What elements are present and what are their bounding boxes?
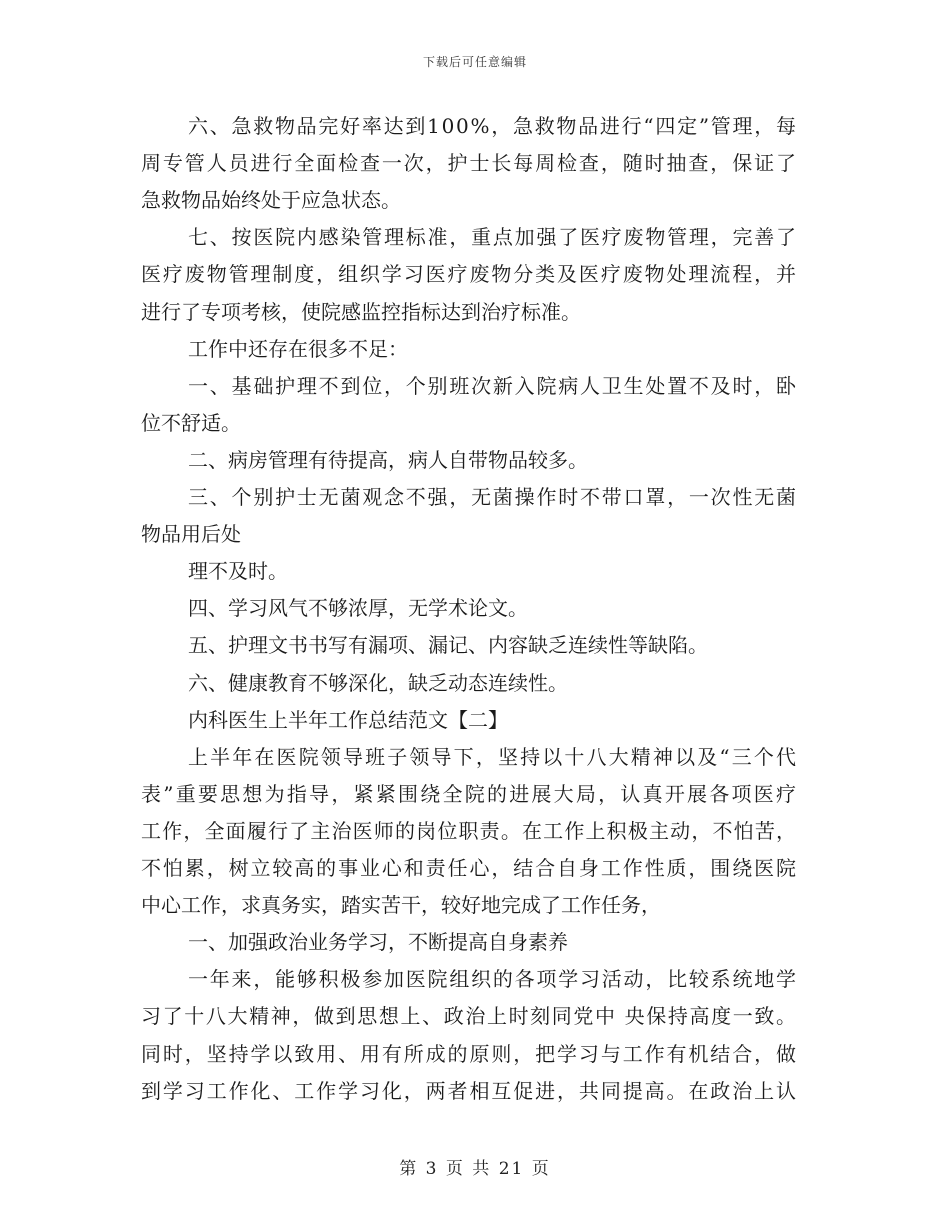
text-line: 同时，坚持学以致用、用有所成的原则，把学习与工作有机结合，做: [141, 1041, 798, 1066]
text-line: 六、健康教育不够深化，缺乏动态连续性。: [188, 670, 568, 695]
text-line: 周专管人员进行全面检查一次，护士长每周检查，随时抽查，保证了: [141, 151, 798, 176]
text-line: 工作中还存在很多不足：: [188, 336, 408, 361]
text-line: 急救物品始终处于应急状态。: [141, 188, 401, 213]
text-line: 三、个别护士无菌观念不强，无菌操作时不带口罩，一次性无菌: [188, 485, 798, 509]
text-line: 医疗废物管理制度，组织学习医疗废物分类及医疗废物处理流程，并: [141, 262, 798, 287]
text-line: 不怕累，树立较高的事业心和责任心，结合自身工作性质，围绕医院: [141, 856, 798, 880]
text-line: 进行了专项考核，使院感监控指标达到治疗标准。: [141, 299, 581, 324]
text-line: 七、按医院内感染管理标准，重点加强了医疗废物管理，完善了: [188, 225, 798, 250]
text-line: 内科医生上半年工作总结范文【二】: [188, 707, 508, 732]
text-line: 工作，全面履行了主治医师的岗位职责。在工作上积极主动，不怕苦，: [141, 818, 798, 843]
text-line: 六、急救物品完好率达到100%，急救物品进行“四定”管理，每: [188, 114, 798, 138]
text-line: 一年来，能够积极参加医院组织的各项学习活动，比较系统地学: [188, 967, 798, 992]
page-footer: 第 3 页 共 21 页: [399, 1159, 551, 1179]
text-line: 四、学习风气不够浓厚，无学术论文。: [188, 596, 528, 621]
text-line: 表”重要思想为指导，紧紧围绕全院的进展大局，认真开展各项医疗: [141, 781, 799, 806]
text-line: 一、基础护理不到位，个别班次新入院病人卫生处置不及时，卧: [188, 373, 798, 398]
text-line: 五、护理文书书写有漏项、漏记、内容缺乏连续性等缺陷。: [188, 633, 708, 658]
text-line: 中心工作，求真务实，踏实苦干，较好地完成了工作任务，: [141, 893, 661, 918]
text-line: 到学习工作化、工作学习化，两者相互促进，共同提高。在政治上认: [141, 1078, 798, 1103]
text-line: 二、病房管理有待提高，病人自带物品较多。: [188, 447, 588, 472]
text-line: 理不及时。: [188, 559, 288, 584]
text-line: 习了十八大精神，做到思想上、政治上时刻同党中 央保持高度一致。: [141, 1004, 798, 1029]
text-line: 一、加强政治业务学习，不断提高自身素养: [188, 930, 568, 955]
text-line: 上半年在医院领导班子领导下，坚持以十八大精神以及“三个代: [188, 744, 799, 769]
text-line: 位不舒适。: [141, 410, 241, 435]
text-line: 物品用后处: [141, 522, 241, 547]
page-header: 下载后可任意编辑: [422, 55, 527, 69]
